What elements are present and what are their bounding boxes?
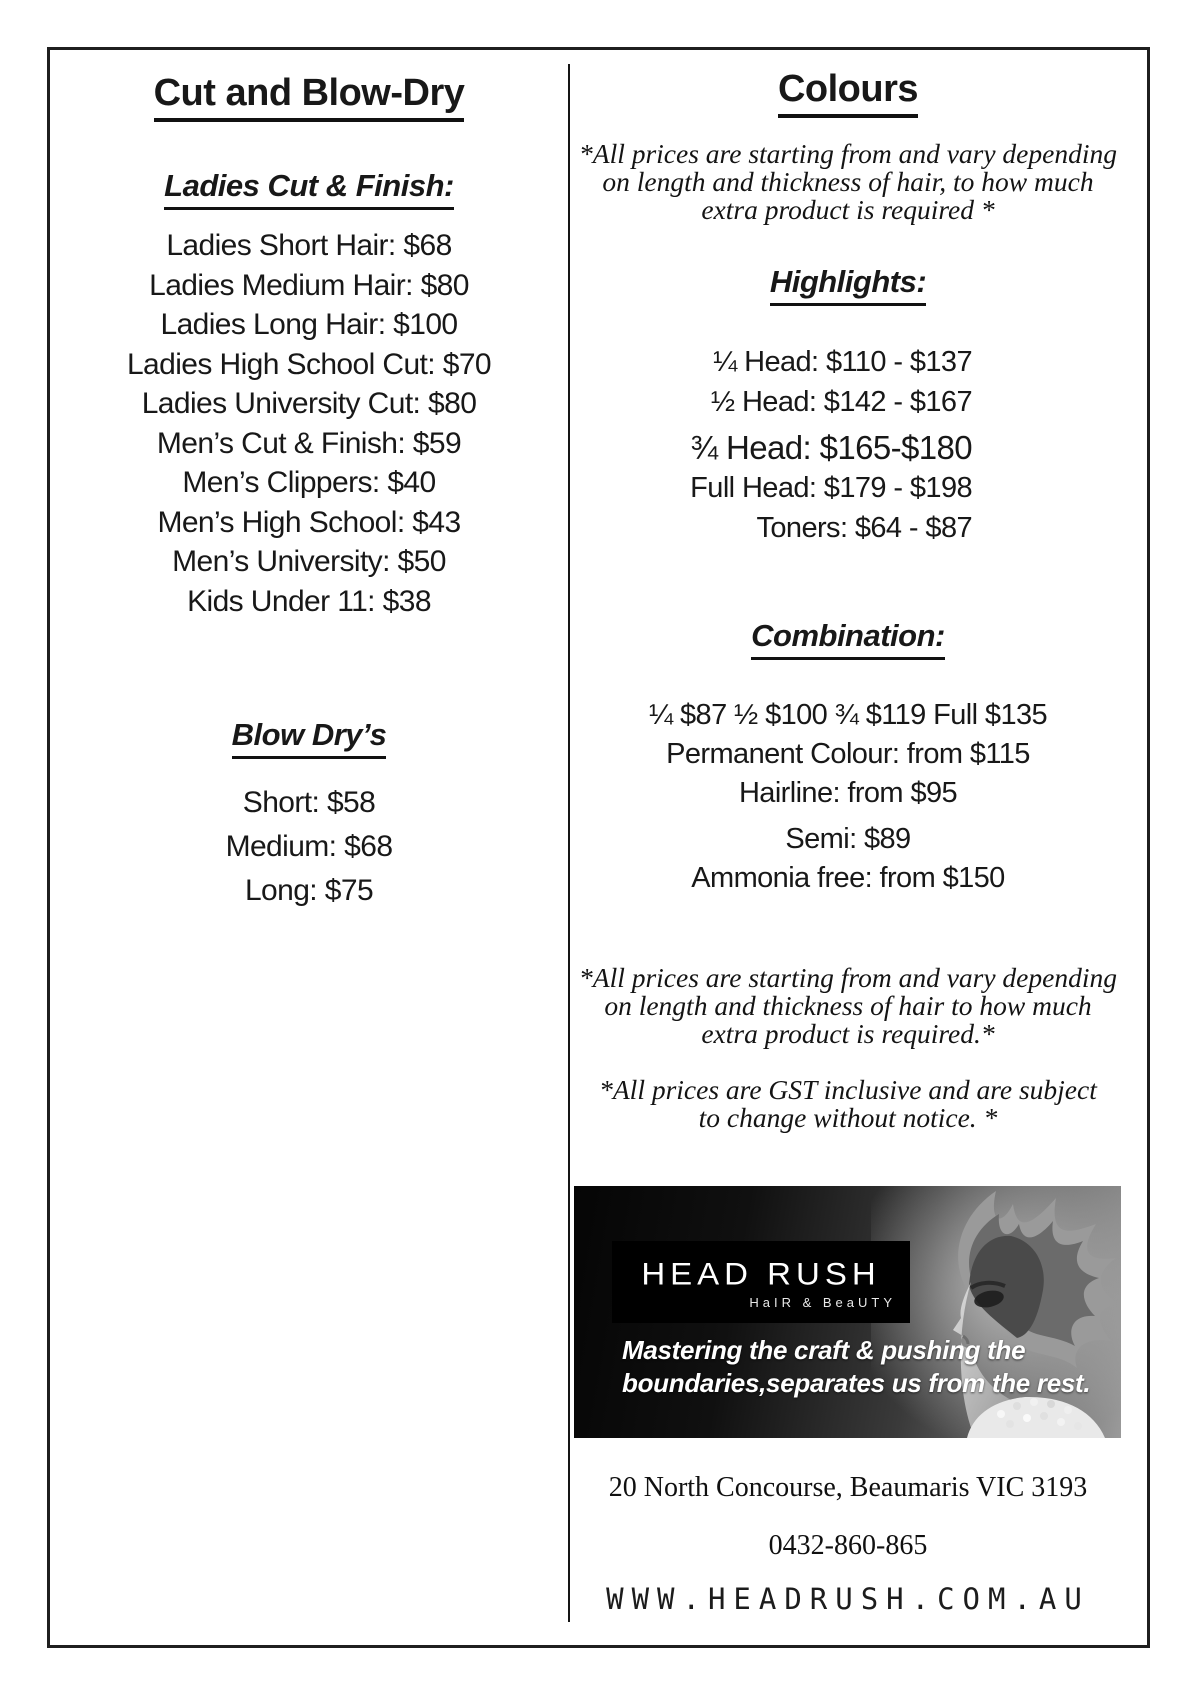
- price-line: Ladies University Cut: $80: [141, 387, 477, 420]
- blow-dry-heading: Blow Dry’s: [50, 717, 568, 759]
- price-line: Ladies Short Hair: $68: [166, 229, 452, 262]
- price-line: Semi: $89: [785, 823, 911, 855]
- price-line: Ladies Long Hair: $100: [160, 308, 458, 341]
- price-line: ¼ $87 ½ $100 ¾ $119 Full $135: [648, 699, 1048, 731]
- price-line: Ladies Medium Hair: $80: [149, 268, 469, 302]
- price-line: Medium: $68: [225, 830, 393, 863]
- right-column: [572, 48, 1124, 1616]
- price-line: Short: $58: [242, 786, 376, 819]
- left-column-title-text: Cut and Blow-Dry: [154, 72, 465, 122]
- salon-address: 20 North Concourse, Beaumaris VIC 3193: [608, 1472, 1088, 1503]
- head-rush-logo: [612, 1241, 910, 1323]
- colours-title: [572, 68, 1124, 118]
- price-line: Men’s Clippers: $40: [182, 466, 436, 499]
- left-column: [50, 48, 568, 913]
- price-line: Long: $75: [244, 874, 374, 907]
- price-line: Ladies High School Cut: $70: [126, 347, 492, 381]
- price-line: Permanent Colour: from $115: [666, 738, 1030, 770]
- price-line: Full Head: $179 - $198: [690, 472, 972, 504]
- highlights-price-list: [572, 342, 1124, 548]
- highlights-heading: Highlights:: [572, 264, 1124, 306]
- price-line: Men’s High School: $43: [157, 505, 461, 539]
- blow-dry-price-list: [50, 781, 568, 913]
- price-line: Men’s University: $50: [172, 545, 446, 578]
- salon-phone: 0432-860-865: [768, 1530, 928, 1561]
- price-line: Kids Under 11: $38: [187, 584, 431, 618]
- price-line: Ammonia free: from $150: [691, 862, 1005, 894]
- salon-website: WWW.HEADRUSH.COM.AU: [606, 1582, 1090, 1616]
- banner-tagline: Mastering the craft & pushing the boundaries,separates us from the rest.: [622, 1335, 1091, 1398]
- disclaimer-top: *All prices are starting from and vary depending on length and thickness of hair, to how much extra product is required *: [579, 138, 1117, 225]
- price-line: ½ Head: $142 - $167: [710, 386, 972, 418]
- column-divider: [568, 64, 570, 1622]
- price-line: ¼ Head: $110 - $137: [713, 346, 972, 378]
- cut-price-list: [50, 226, 568, 621]
- price-line: ¾ Head: $165-$180: [690, 429, 972, 466]
- colours-title-text: Colours: [778, 68, 918, 118]
- ladies-cut-heading: Ladies Cut & Finish:: [50, 168, 568, 210]
- head-rush-banner: [574, 1186, 1121, 1438]
- logo-subtitle-text: HaIR & BeaUTY: [749, 1294, 896, 1310]
- left-column-title: [50, 72, 568, 122]
- price-line: Toners: $64 - $87: [756, 512, 972, 544]
- price-line: Men’s Cut & Finish: $59: [156, 426, 462, 460]
- combination-price-list: [572, 696, 1124, 898]
- disclaimer-mid: *All prices are starting from and vary depending on length and thickness of hair to how much extra product is required.*: [579, 962, 1117, 1049]
- logo-title-text: HEAD RUSH: [641, 1255, 881, 1291]
- price-line: Hairline: from $95: [738, 777, 958, 809]
- disclaimer-gst: *All prices are GST inclusive and are subject to change without notice. *: [599, 1074, 1097, 1133]
- combination-heading: Combination:: [572, 618, 1124, 660]
